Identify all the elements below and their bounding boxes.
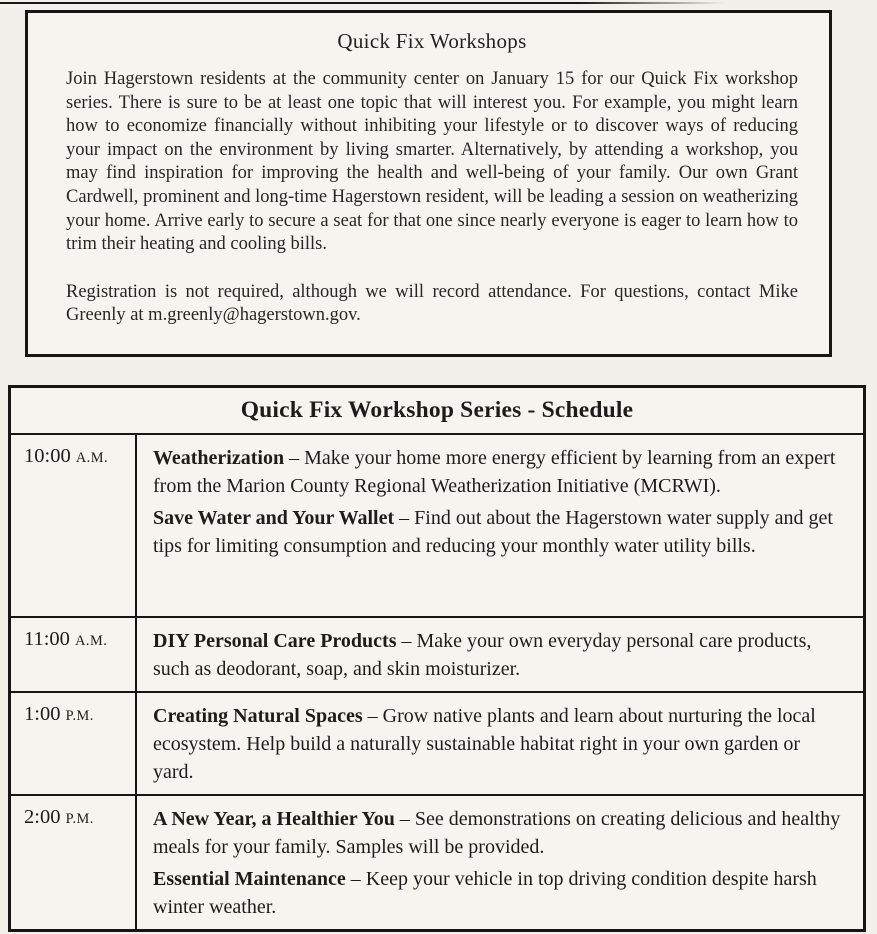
- session-entry: [153, 865, 845, 921]
- meridiem-label: P.M.: [65, 708, 94, 724]
- dash-separator: –: [350, 868, 361, 890]
- time-cell: [11, 435, 137, 616]
- sessions-cell: [137, 435, 863, 616]
- meridiem-label: A.M.: [75, 450, 109, 466]
- table-row: [11, 618, 863, 693]
- session-description: Keep your vehicle in top driving condition despite harsh winter weather.: [153, 868, 817, 918]
- session-title: Creating Natural Spaces: [153, 705, 363, 727]
- session-entry: [153, 805, 845, 861]
- time-cell: [11, 618, 137, 691]
- session-entry: [153, 627, 845, 683]
- meridiem-label: A.M.: [75, 633, 108, 649]
- time-value: 10:00: [24, 445, 71, 467]
- dash-separator: –: [367, 705, 378, 727]
- session-title: Weatherization: [153, 447, 285, 469]
- session-title: Save Water and Your Wallet: [153, 507, 395, 529]
- session-description: Grow native plants and learn about nurturing the local ecosystem. Help build a naturally sustainable habitat right in your own garden or yard.: [153, 705, 816, 783]
- session-entry: [153, 444, 845, 500]
- session-description: Make your own everyday personal care products, such as deodorant, soap, and skin moisturizer.: [153, 630, 812, 680]
- flyer-registration-paragraph: Registration is not required, although we will record attendance. For questions, contact Mike Greenly at m.greenly@hagerstown.gov.: [66, 281, 798, 326]
- dash-separator: –: [399, 808, 410, 830]
- flyer-notice-box: [25, 10, 832, 357]
- session-title: A New Year, a Healthier You: [153, 808, 395, 830]
- time-value: 11:00: [24, 628, 70, 650]
- flyer-title: Quick Fix Workshops: [337, 29, 527, 53]
- meridiem-label: P.M.: [65, 811, 94, 827]
- schedule-table: [8, 385, 866, 932]
- session-description: See demonstrations on creating delicious and healthy meals for your family. Samples will be provided.: [153, 808, 841, 858]
- flyer-body-paragraph: Join Hagerstown residents at the community center on January 15 for our Quick Fix workshop series. There is sure to be at least one topic that will interest you. For example, you might learn how to economize financially without inhibiting your lifestyle or to discover ways of reducing your impact on the environment by living smarter. Alternatively, by attending a workshop, you may find inspiration for improving the health and well-being of your family. Our own Grant Cardwell, prominent and long-time Hagerstown resident, will be leading a session on weatherizing your home. Arrive early to secure a seat for that one since nearly everyone is eager to learn how to trim their heating and cooling bills.: [66, 69, 798, 255]
- session-description: Find out about the Hagerstown water supply and get tips for limiting consumption and reducing your monthly water utility bills.: [153, 507, 833, 557]
- session-title: Essential Maintenance: [153, 868, 346, 890]
- dash-separator: –: [401, 630, 412, 652]
- time-cell: [11, 796, 137, 929]
- time-value: 1:00: [24, 703, 61, 725]
- sessions-cell: [137, 693, 863, 794]
- dash-separator: –: [399, 507, 410, 529]
- time-value: 2:00: [24, 806, 61, 828]
- scan-artifact-line: [0, 2, 725, 4]
- session-title: DIY Personal Care Products: [153, 630, 397, 652]
- time-cell: [11, 693, 137, 794]
- session-description: Make your home more energy efficient by learning from an expert from the Marion County Regional Weatherization Initiative (MCRWI).: [153, 447, 836, 497]
- table-row: [11, 693, 863, 796]
- session-entry: [153, 702, 845, 786]
- sessions-cell: [137, 796, 863, 929]
- table-row: [11, 796, 863, 929]
- schedule-table-title: Quick Fix Workshop Series - Schedule: [11, 388, 863, 435]
- sessions-cell: [137, 618, 863, 691]
- table-row: [11, 435, 863, 618]
- dash-separator: –: [289, 447, 300, 469]
- session-entry: [153, 504, 845, 560]
